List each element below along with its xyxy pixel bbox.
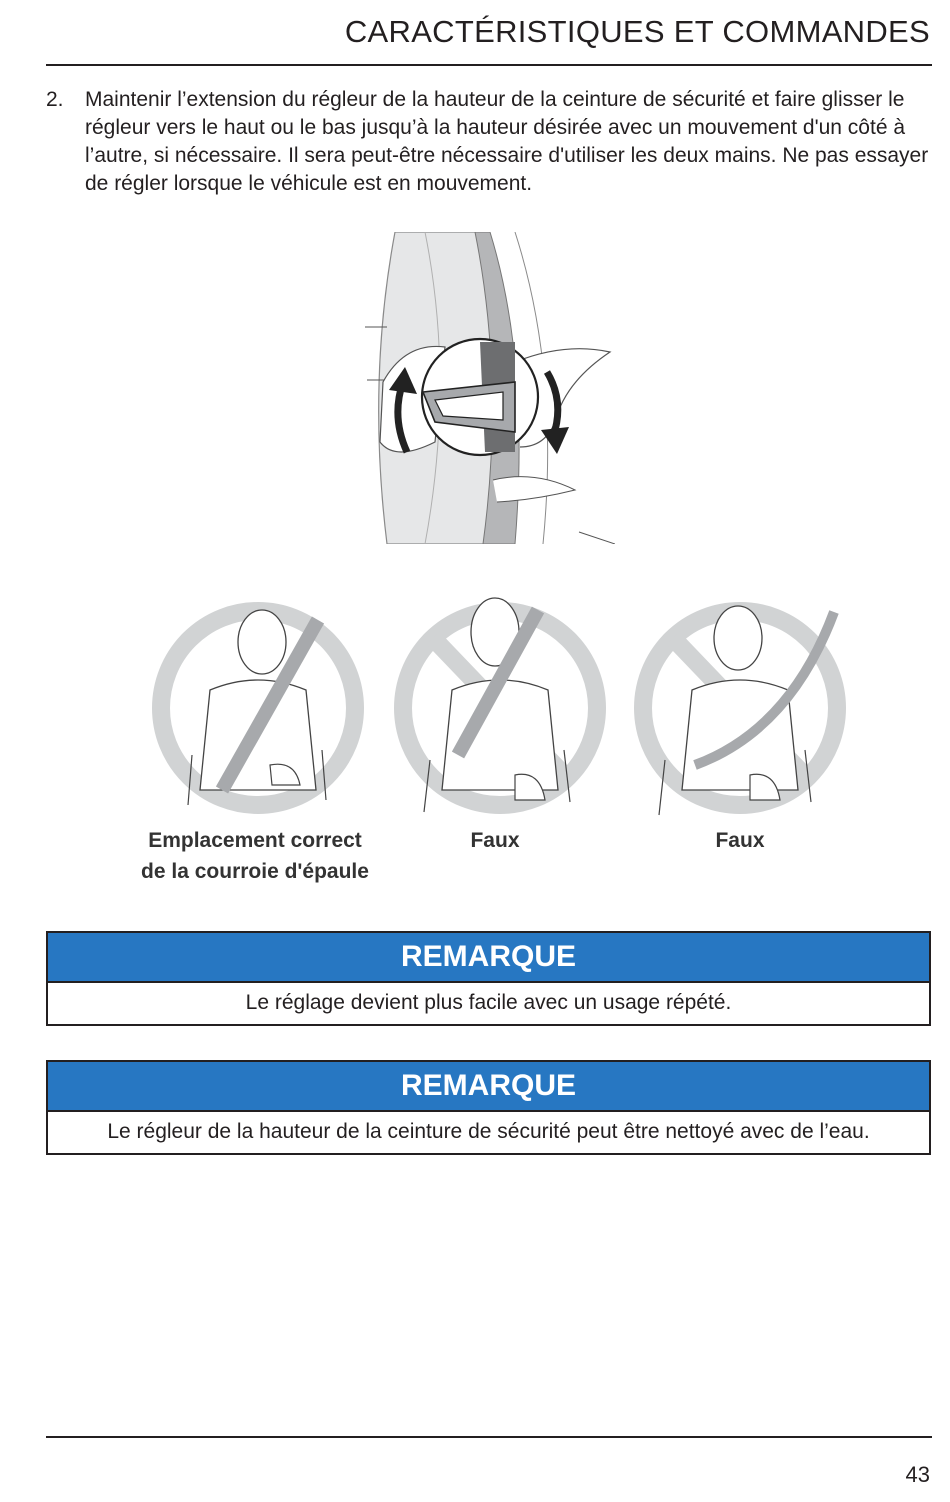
wrong-placement-figure-arm — [643, 606, 837, 815]
caption-correct — [110, 825, 400, 887]
step-number: 2. — [46, 88, 64, 111]
instruction-step — [46, 86, 930, 198]
header-rule — [46, 64, 932, 66]
note-title: REMARQUE — [48, 1062, 929, 1112]
note-body: Le régleur de la hauteur de la ceinture de sécurité peut être nettoyé avec de l’eau. — [107, 1120, 870, 1143]
note-box — [46, 931, 931, 1026]
step-text: Maintenir l’extension du régleur de la hauteur de la ceinture de sécurité et faire glisser le régleur vers le haut ou le bas jusqu’à la hauteur désirée avec un mouvement d'un côté à l’autre, si nécessaire. Il sera peut-être nécessaire d'utiliser les deux mains. Ne pas essayer de régler lorsque le véhicule est en mouvement. — [85, 88, 929, 195]
belt-adjuster-illustration — [365, 232, 615, 544]
note-title: REMARQUE — [48, 933, 929, 983]
wrong-placement-figure-neck — [403, 598, 597, 812]
page-number: 43 — [905, 1462, 930, 1487]
note-box — [46, 1060, 931, 1155]
footer-rule — [46, 1436, 932, 1438]
correct-placement-figure — [161, 610, 355, 805]
caption-correct-line2: de la courroie d'épaule — [141, 860, 369, 883]
caption-wrong-2: Faux — [715, 829, 765, 852]
note-body: Le réglage devient plus facile avec un usage répété. — [245, 991, 732, 1014]
caption-correct-line1: Emplacement correct — [148, 829, 362, 852]
caption-wrong-1: Faux — [470, 829, 520, 852]
section-title: CARACTÉRISTIQUES ET COMMANDES — [344, 14, 930, 49]
belt-placement-figures — [150, 590, 850, 825]
